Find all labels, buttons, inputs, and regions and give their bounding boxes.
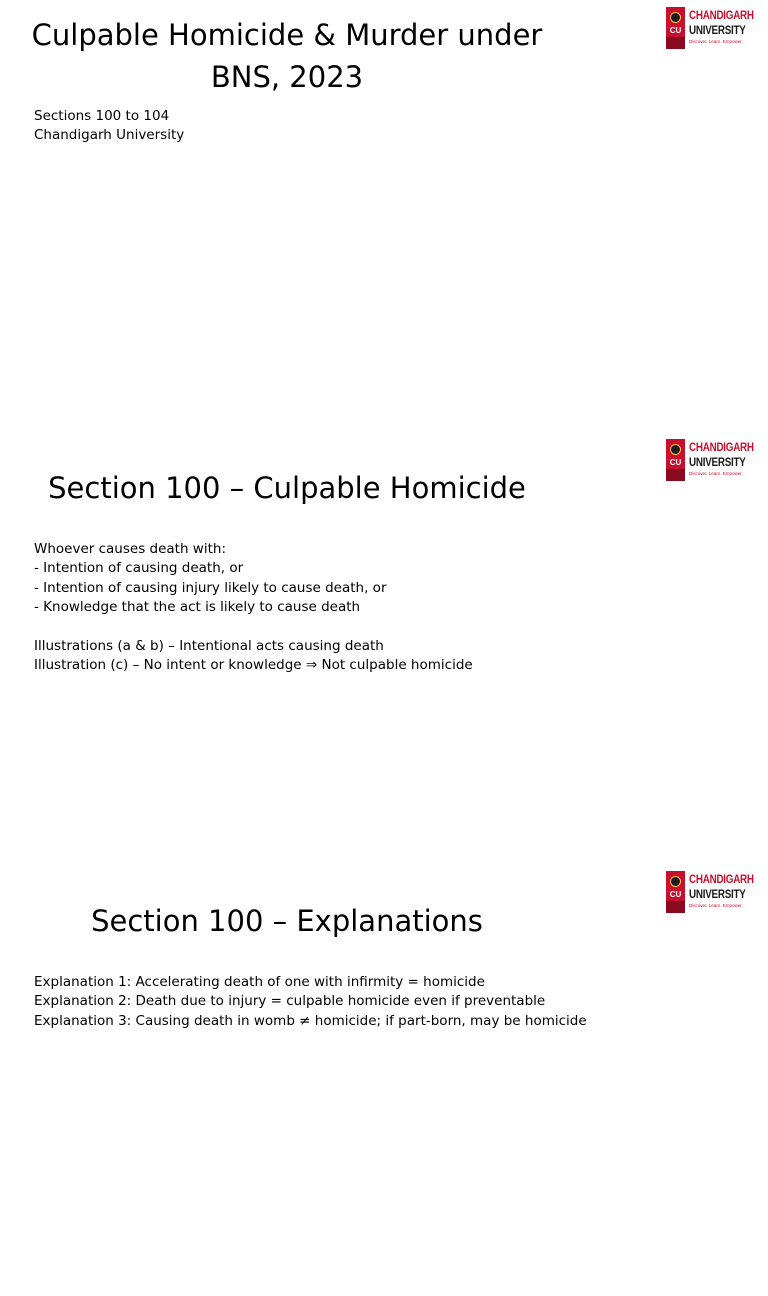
logo-text-chandigarh: CHANDIGARH	[689, 440, 754, 454]
body-line: Illustrations (a & b) – Intentional acts causing death	[34, 638, 384, 655]
slide-title: Section 100 – Culpable Homicide	[48, 471, 526, 505]
logo-text-chandigarh: CHANDIGARH	[689, 8, 754, 22]
logo-tagline: Discover. Learn. Empower.	[689, 39, 743, 44]
slide-title: Section 100 – Explanations	[91, 904, 483, 938]
body-line: Explanation 3: Causing death in womb ≠ homicide; if part-born, may be homicide	[34, 1012, 587, 1029]
emblem-base	[666, 901, 685, 913]
slide-body	[34, 540, 734, 676]
body-line: Sections 100 to 104	[34, 108, 170, 124]
chandigarh-university-logo	[666, 871, 752, 913]
emblem-sun-icon	[670, 444, 681, 455]
slide-body	[34, 107, 734, 146]
logo-tagline: Discover. Learn. Empower.	[689, 903, 743, 908]
emblem-cu-text: CU	[669, 458, 682, 467]
slide-body	[34, 973, 734, 1031]
logo-text-university: UNIVERSITY	[689, 455, 746, 469]
emblem-base	[666, 469, 685, 481]
logo-text-university: UNIVERSITY	[689, 887, 746, 901]
emblem-cu-text: CU	[669, 26, 682, 35]
body-line: Explanation 2: Death due to injury = culpable homicide even if preventable	[34, 993, 546, 1010]
chandigarh-university-logo	[666, 7, 752, 49]
body-line: Chandigarh University	[34, 127, 185, 144]
university-emblem-icon	[666, 439, 685, 481]
emblem-cu-text: CU	[669, 890, 682, 899]
slide-title: Culpable Homicide & Murder under BNS, 2023	[31, 18, 543, 94]
body-line	[34, 618, 734, 637]
emblem-sun-icon	[670, 876, 681, 887]
slide-3	[0, 864, 768, 1296]
slide-1	[0, 0, 768, 432]
body-line: Explanation 1: Accelerating death of one with infirmity = homicide	[34, 974, 485, 990]
body-line: - Knowledge that the act is likely to cause death	[34, 599, 361, 616]
logo-text-university: UNIVERSITY	[689, 23, 746, 37]
emblem-sun-icon	[670, 12, 681, 23]
body-line: - Intention of causing death, or	[34, 560, 244, 577]
university-emblem-icon	[666, 871, 685, 913]
chandigarh-university-logo	[666, 439, 752, 481]
body-line: Whoever causes death with:	[34, 541, 226, 557]
logo-text-chandigarh: CHANDIGARH	[689, 872, 754, 886]
body-line: Illustration (c) – No intent or knowledge ⇒ Not culpable homicide	[34, 657, 473, 674]
body-line: - Intention of causing injury likely to cause death, or	[34, 579, 387, 596]
logo-tagline: Discover. Learn. Empower.	[689, 471, 743, 476]
emblem-base	[666, 37, 685, 49]
university-emblem-icon	[666, 7, 685, 49]
slide-2	[0, 432, 768, 864]
